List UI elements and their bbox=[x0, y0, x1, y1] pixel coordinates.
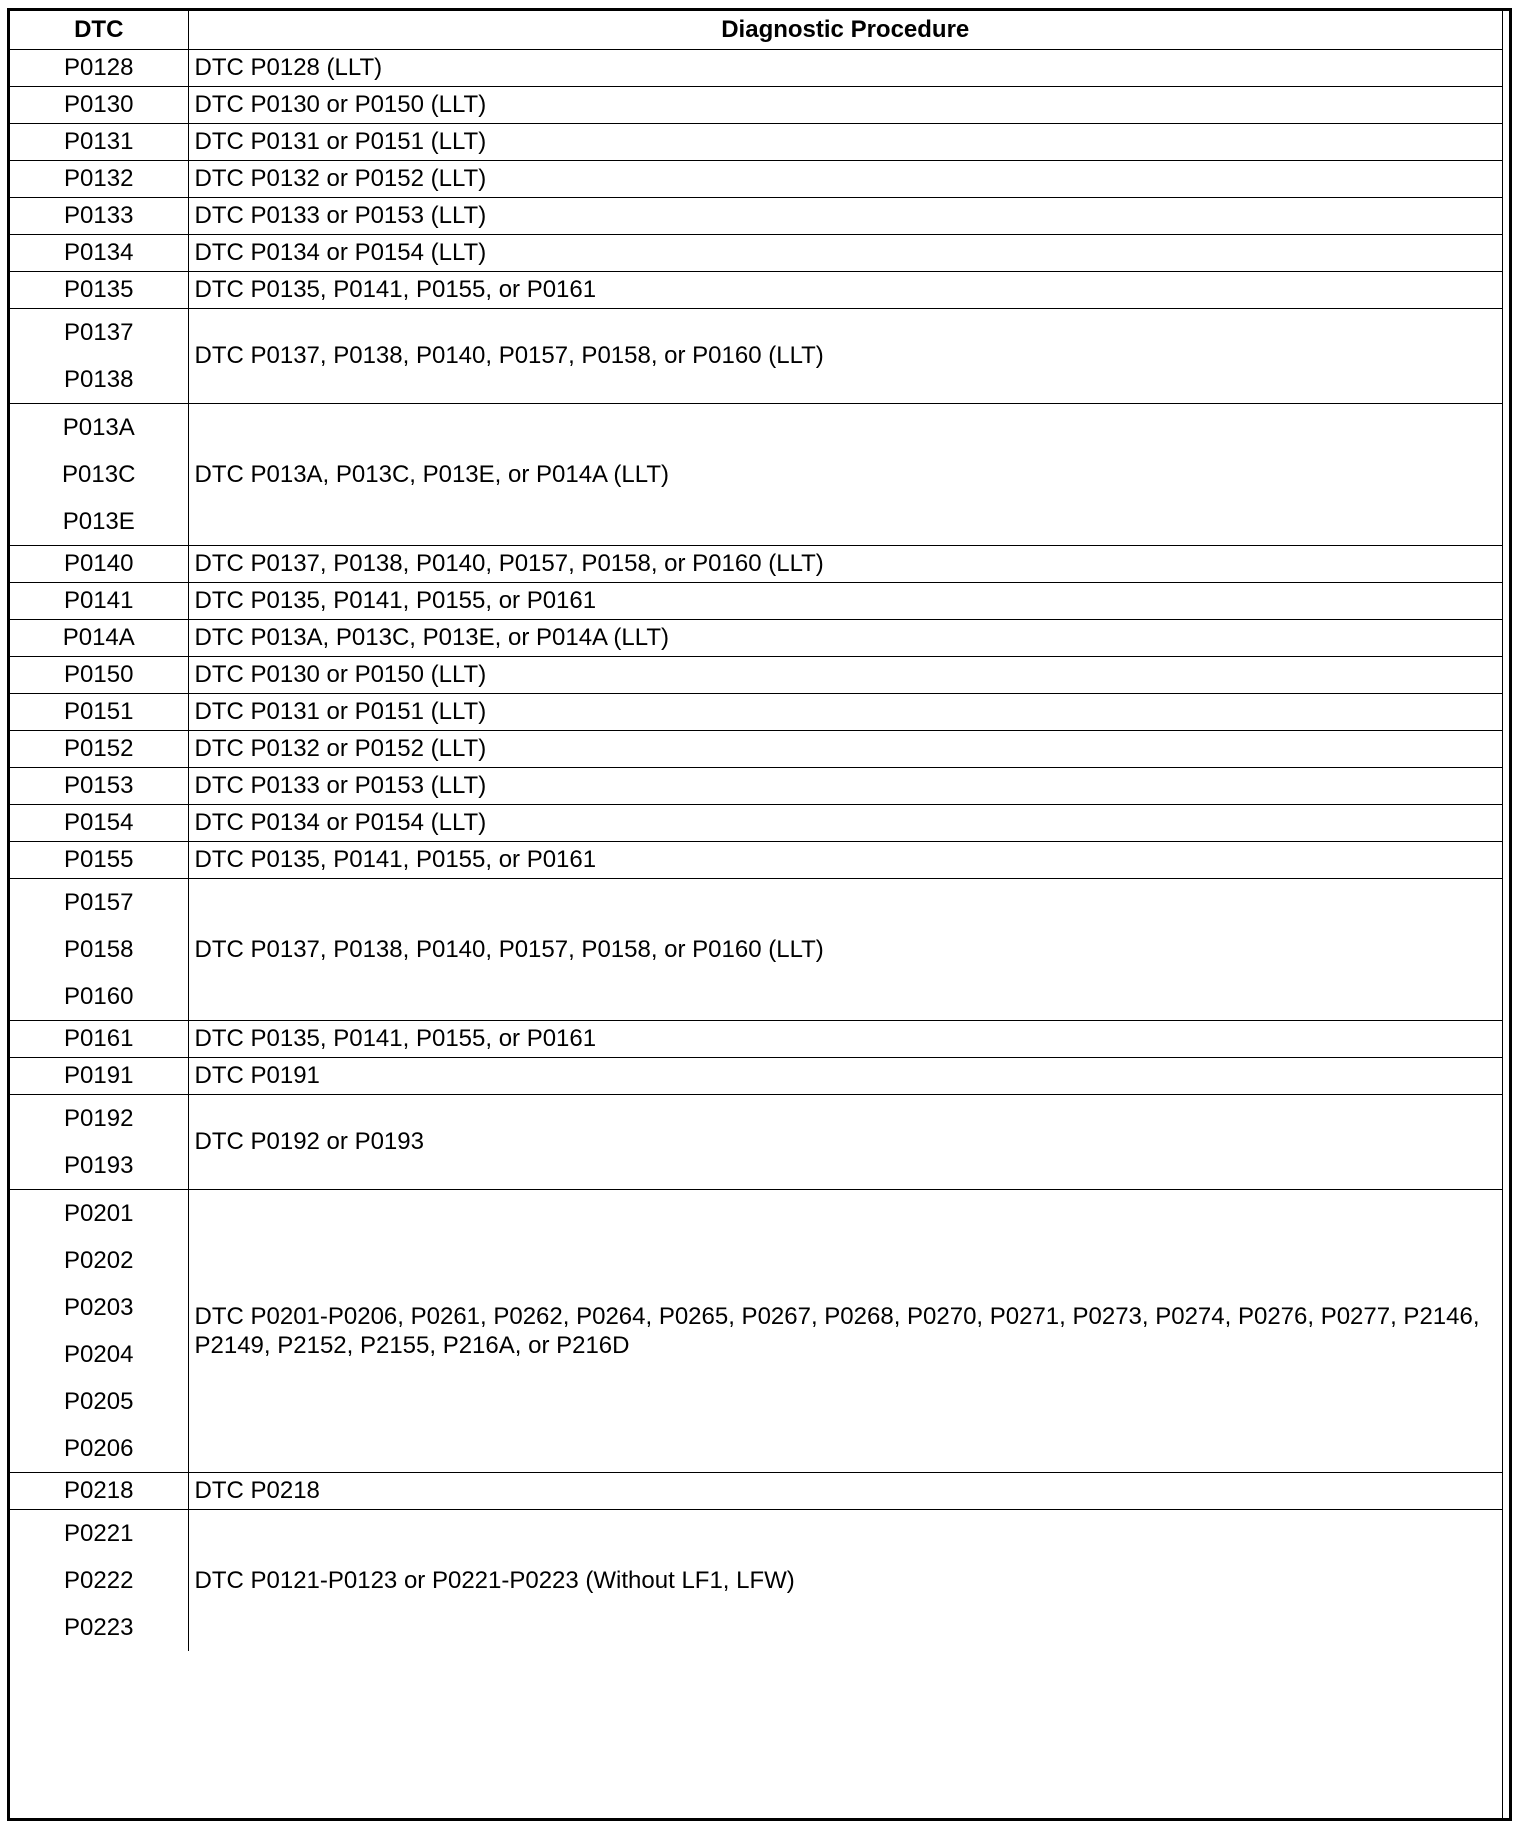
dtc-code: P0192 bbox=[64, 1104, 134, 1132]
table-row bbox=[10, 160, 1502, 197]
procedure-text: DTC P0132 or P0152 (LLT) bbox=[194, 165, 487, 192]
dtc-cell bbox=[10, 123, 188, 160]
dtc-code: P0157 bbox=[64, 888, 134, 916]
procedure-text: DTC P0130 or P0150 (LLT) bbox=[194, 91, 487, 118]
dtc-cell bbox=[10, 234, 188, 271]
dtc-cell bbox=[10, 693, 188, 730]
procedure-text: DTC P013A, P013C, P013E, or P014A (LLT) bbox=[194, 460, 669, 488]
table-row bbox=[10, 656, 1502, 693]
dtc-code: P0152 bbox=[64, 734, 134, 762]
procedure-column-header: Diagnostic Procedure bbox=[188, 11, 1502, 49]
dtc-code: P0218 bbox=[64, 1476, 134, 1504]
table-row bbox=[10, 693, 1502, 730]
dtc-cell bbox=[10, 403, 188, 545]
procedure-cell bbox=[188, 545, 1502, 582]
procedure-text: DTC P0135, P0141, P0155, or P0161 bbox=[194, 846, 597, 873]
table-row bbox=[10, 197, 1502, 234]
procedure-cell bbox=[188, 1057, 1502, 1094]
dtc-code: P0222 bbox=[64, 1566, 134, 1594]
procedure-cell bbox=[188, 582, 1502, 619]
dtc-column-header: DTC bbox=[10, 11, 188, 49]
procedure-text: DTC P0128 (LLT) bbox=[194, 54, 383, 81]
table-row bbox=[10, 841, 1502, 878]
table-row bbox=[10, 49, 1502, 86]
procedure-text: DTC P0130 or P0150 (LLT) bbox=[194, 661, 487, 688]
dtc-code: P0203 bbox=[64, 1293, 134, 1321]
procedure-cell bbox=[188, 123, 1502, 160]
dtc-code: P014A bbox=[62, 623, 135, 651]
dtc-code: P0201 bbox=[64, 1199, 134, 1227]
dtc-cell bbox=[10, 1189, 188, 1472]
dtc-cell bbox=[10, 1057, 188, 1094]
dtc-cell bbox=[10, 86, 188, 123]
procedure-text: DTC P0121-P0123 or P0221-P0223 (Without LF1, LFW) bbox=[194, 1566, 795, 1594]
dtc-code: P0131 bbox=[64, 127, 134, 155]
table-row bbox=[10, 271, 1502, 308]
procedure-cell bbox=[188, 1094, 1502, 1189]
dtc-code: P0153 bbox=[64, 771, 134, 799]
table-header bbox=[10, 11, 1502, 49]
dtc-code: P0141 bbox=[64, 586, 134, 614]
dtc-code: P0140 bbox=[64, 549, 134, 577]
dtc-code: P0155 bbox=[64, 845, 134, 873]
dtc-code: P013A bbox=[62, 413, 135, 441]
procedure-text: DTC P0131 or P0151 (LLT) bbox=[194, 698, 487, 725]
dtc-code: P0191 bbox=[64, 1061, 134, 1089]
procedure-cell bbox=[188, 878, 1502, 1020]
procedure-text: DTC P0132 or P0152 (LLT) bbox=[194, 735, 487, 762]
table-row bbox=[10, 403, 1502, 545]
dtc-code: P0221 bbox=[64, 1519, 134, 1547]
procedure-cell bbox=[188, 1020, 1502, 1057]
dtc-code: P0134 bbox=[64, 238, 134, 266]
procedure-text: DTC P0134 or P0154 (LLT) bbox=[194, 809, 487, 836]
procedure-text: DTC P0135, P0141, P0155, or P0161 bbox=[194, 1025, 597, 1052]
dtc-code: P0154 bbox=[64, 808, 134, 836]
table-row bbox=[10, 1472, 1502, 1509]
procedure-text: DTC P0137, P0138, P0140, P0157, P0158, or P0160 (LLT) bbox=[194, 935, 824, 963]
procedure-cell bbox=[188, 656, 1502, 693]
dtc-code: P0206 bbox=[64, 1434, 134, 1462]
table-row bbox=[10, 234, 1502, 271]
dtc-cell bbox=[10, 1472, 188, 1509]
table-row bbox=[10, 1020, 1502, 1057]
procedure-text: DTC P0131 or P0151 (LLT) bbox=[194, 128, 487, 155]
table-row bbox=[10, 308, 1502, 403]
table-row bbox=[10, 1189, 1502, 1472]
procedure-text: DTC P0218 bbox=[194, 1477, 320, 1504]
dtc-code: P013E bbox=[62, 507, 135, 535]
procedure-cell bbox=[188, 308, 1502, 403]
dtc-cell bbox=[10, 1094, 188, 1189]
table-row bbox=[10, 582, 1502, 619]
table-row bbox=[10, 1509, 1502, 1651]
procedure-cell bbox=[188, 693, 1502, 730]
dtc-cell bbox=[10, 730, 188, 767]
procedure-cell bbox=[188, 1472, 1502, 1509]
procedure-text: DTC P0192 or P0193 bbox=[194, 1128, 424, 1155]
table-row bbox=[10, 1057, 1502, 1094]
procedure-cell bbox=[188, 767, 1502, 804]
dtc-code: P0193 bbox=[64, 1151, 134, 1179]
procedure-cell bbox=[188, 730, 1502, 767]
procedure-cell bbox=[188, 1189, 1502, 1472]
dtc-cell bbox=[10, 841, 188, 878]
procedure-cell bbox=[188, 403, 1502, 545]
table-row bbox=[10, 730, 1502, 767]
dtc-code: P0137 bbox=[64, 318, 134, 346]
procedure-cell bbox=[188, 804, 1502, 841]
table-row bbox=[10, 86, 1502, 123]
dtc-cell bbox=[10, 1509, 188, 1651]
dtc-table bbox=[10, 11, 1502, 1651]
procedure-text: DTC P0201-P0206, P0261, P0262, P0264, P0265, P0267, P0268, P0270, P0271, P0273, P0274, P0276, P0277, P2146, P2149, P2152, P2155, P216A, or P216D bbox=[194, 1302, 1480, 1359]
dtc-cell bbox=[10, 545, 188, 582]
table-row bbox=[10, 1094, 1502, 1189]
dtc-code: P013C bbox=[62, 460, 136, 488]
dtc-cell bbox=[10, 804, 188, 841]
procedure-text: DTC P0137, P0138, P0140, P0157, P0158, or P0160 (LLT) bbox=[194, 550, 824, 577]
procedure-cell bbox=[188, 160, 1502, 197]
dtc-cell bbox=[10, 160, 188, 197]
procedure-cell bbox=[188, 1509, 1502, 1651]
procedure-cell bbox=[188, 234, 1502, 271]
dtc-cell bbox=[10, 582, 188, 619]
dtc-cell bbox=[10, 619, 188, 656]
procedure-cell bbox=[188, 271, 1502, 308]
dtc-code: P0130 bbox=[64, 90, 134, 118]
procedure-text: DTC P0137, P0138, P0140, P0157, P0158, or P0160 (LLT) bbox=[194, 342, 824, 369]
dtc-code: P0150 bbox=[64, 660, 134, 688]
dtc-code: P0128 bbox=[64, 53, 134, 81]
dtc-cell bbox=[10, 878, 188, 1020]
procedure-cell bbox=[188, 86, 1502, 123]
dtc-code: P0151 bbox=[64, 697, 134, 725]
table-row bbox=[10, 804, 1502, 841]
table-row bbox=[10, 767, 1502, 804]
procedure-cell bbox=[188, 841, 1502, 878]
dtc-cell bbox=[10, 767, 188, 804]
dtc-cell bbox=[10, 197, 188, 234]
dtc-code: P0160 bbox=[64, 982, 134, 1010]
dtc-cell bbox=[10, 656, 188, 693]
dtc-table-frame bbox=[7, 8, 1512, 1821]
procedure-text: DTC P0135, P0141, P0155, or P0161 bbox=[194, 587, 597, 614]
procedure-text: DTC P013A, P013C, P013E, or P014A (LLT) bbox=[194, 624, 669, 651]
table-body bbox=[10, 49, 1502, 1651]
procedure-text: DTC P0135, P0141, P0155, or P0161 bbox=[194, 276, 597, 303]
dtc-code: P0135 bbox=[64, 275, 134, 303]
dtc-code: P0202 bbox=[64, 1246, 134, 1274]
dtc-code: P0205 bbox=[64, 1387, 134, 1415]
procedure-text: DTC P0191 bbox=[194, 1062, 320, 1089]
table-row bbox=[10, 878, 1502, 1020]
dtc-cell bbox=[10, 271, 188, 308]
procedure-text: DTC P0134 or P0154 (LLT) bbox=[194, 239, 487, 266]
dtc-cell bbox=[10, 308, 188, 403]
dtc-cell bbox=[10, 49, 188, 86]
table-row bbox=[10, 619, 1502, 656]
procedure-cell bbox=[188, 197, 1502, 234]
procedure-text: DTC P0133 or P0153 (LLT) bbox=[194, 202, 487, 229]
dtc-code: P0204 bbox=[64, 1340, 134, 1368]
table-row bbox=[10, 545, 1502, 582]
header-row bbox=[10, 11, 1502, 49]
dtc-cell bbox=[10, 1020, 188, 1057]
table-row bbox=[10, 123, 1502, 160]
dtc-code: P0223 bbox=[64, 1613, 134, 1641]
dtc-code: P0133 bbox=[64, 201, 134, 229]
procedure-cell bbox=[188, 619, 1502, 656]
dtc-code: P0161 bbox=[64, 1024, 134, 1052]
dtc-code: P0138 bbox=[64, 365, 134, 393]
procedure-cell bbox=[188, 49, 1502, 86]
dtc-code: P0132 bbox=[64, 164, 134, 192]
procedure-text: DTC P0133 or P0153 (LLT) bbox=[194, 772, 487, 799]
dtc-code: P0158 bbox=[64, 935, 134, 963]
